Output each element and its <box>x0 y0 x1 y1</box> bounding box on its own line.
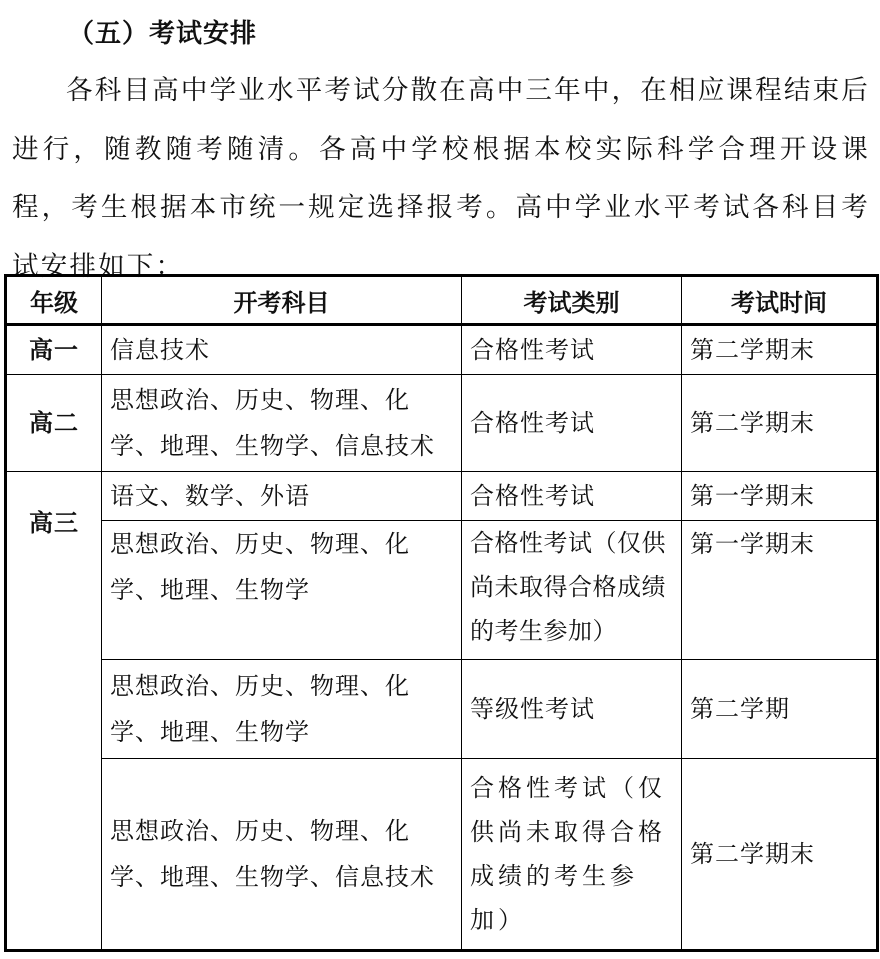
grade-cell: 高二 <box>6 375 102 472</box>
exam-time-cell: 第二学期末 <box>682 759 878 951</box>
table-row <box>6 472 878 521</box>
header-exam-type: 考试类别 <box>462 276 682 325</box>
subjects-cell: 思想政治、历史、物理、化学、地理、生物学 <box>102 521 462 660</box>
intro-paragraph: 各科目高中学业水平考试分散在高中三年中，在相应课程结束后进行，随教随考随清。各高中学校根据本校实际科学合理开设课程，考生根据本市统一规定选择报考。高中学业水平考试各科目考试安排如下： <box>12 75 870 282</box>
exam-type-cell: 等级性考试 <box>462 660 682 759</box>
exam-time-cell: 第二学期 <box>682 660 878 759</box>
section-heading: （五）考试安排 <box>68 19 258 49</box>
exam-type-cell: 合格性考试（仅供尚未取得合格成绩的考生参加） <box>462 521 682 660</box>
grade-cell: 高三 <box>6 472 102 951</box>
subjects-cell: 思想政治、历史、物理、化学、地理、生物学、信息技术 <box>102 759 462 951</box>
exam-type-cell: 合格性考试（仅供尚未取得合格成绩的考生参加） <box>462 759 682 951</box>
subjects-cell: 思想政治、历史、物理、化学、地理、生物学、信息技术 <box>102 375 462 472</box>
table-row <box>6 759 878 951</box>
header-subjects: 开考科目 <box>102 276 462 325</box>
exam-time-cell: 第一学期末 <box>682 472 878 521</box>
exam-type-cell: 合格性考试 <box>462 472 682 521</box>
subjects-cell: 思想政治、历史、物理、化学、地理、生物学 <box>102 660 462 759</box>
exam-type-cell: 合格性考试 <box>462 375 682 472</box>
exam-time-cell: 第二学期末 <box>682 375 878 472</box>
header-exam-time: 考试时间 <box>682 276 878 325</box>
table-row <box>6 325 878 375</box>
header-grade: 年级 <box>6 276 102 325</box>
exam-schedule-table <box>4 274 879 952</box>
table-header-row <box>6 276 878 325</box>
subjects-cell: 信息技术 <box>102 325 462 375</box>
subjects-cell: 语文、数学、外语 <box>102 472 462 521</box>
exam-time-cell: 第一学期末 <box>682 521 878 660</box>
exam-type-cell: 合格性考试 <box>462 325 682 375</box>
table-row <box>6 375 878 472</box>
table-row <box>6 521 878 660</box>
table-row <box>6 660 878 759</box>
exam-time-cell: 第二学期末 <box>682 325 878 375</box>
grade-cell: 高一 <box>6 325 102 375</box>
